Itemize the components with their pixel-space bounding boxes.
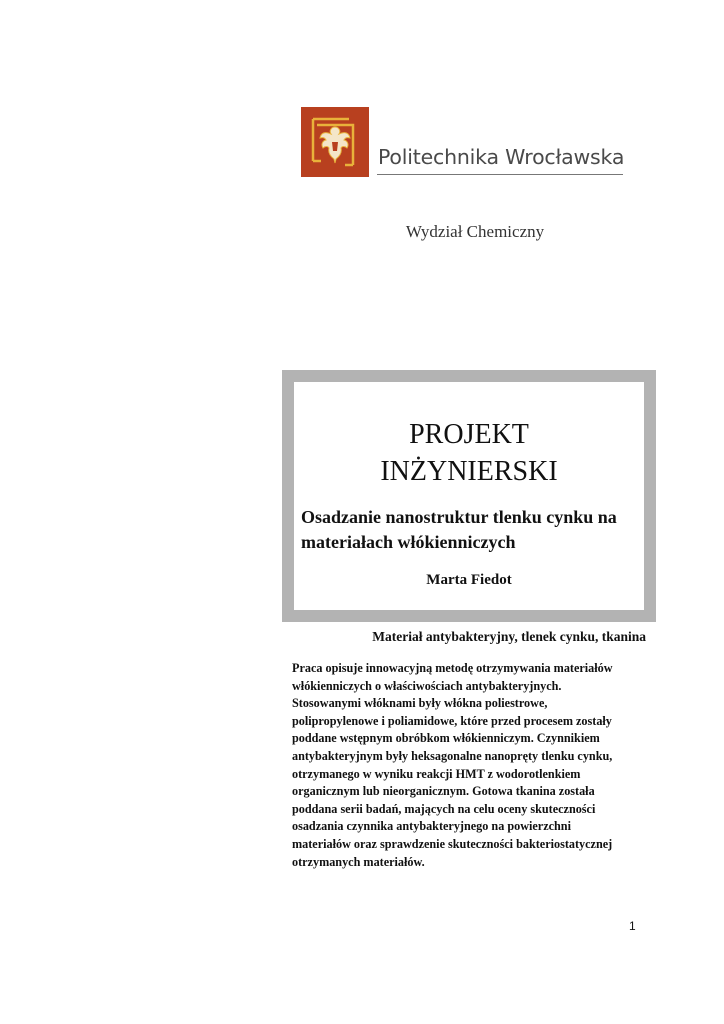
author-name: Marta Fiedot [426,572,512,588]
abstract-line: Stosowanymi włóknami były włókna poliestrowe, [292,696,548,711]
abstract-line: Praca opisuje innowacyjną metodę otrzymywania materiałów [292,661,613,675]
abstract-line: otrzymanych materiałów. [292,854,425,869]
abstract-line: włókienniczych o właściwościach antybakteryjnych. [292,678,562,693]
abstract-line: osadzania czynnika antybakteryjnego na powierzchni [292,819,571,834]
abstract-line: poddana serii badań, mających na celu oceny skuteczności [292,801,596,816]
abstract-line: poddane wstępnym obróbkom włókienniczym. Czynnikiem [292,731,600,746]
abstract-line: organicznym lub nieorganicznym. Gotowa tkanina została [292,784,595,799]
abstract [292,660,652,871]
document-title-line: materiałach włókienniczych [301,532,516,552]
abstract-line: otrzymanego w wyniku reakcji HMT z wodorotlenkiem [292,766,581,781]
university-logo [301,107,623,179]
document-type-line: INŻYNIERSKI [380,456,558,487]
title-box [294,382,644,610]
document-type [294,416,644,490]
logo-underline [377,174,623,175]
university-name: Politechnika Wrocławska [378,145,625,169]
page-number: 1 [629,919,636,933]
keywords: Materiał antybakteryjny, tlenek cynku, tkanina [372,629,646,644]
document-title-line: Osadzanie nanostruktur tlenku cynku na [301,507,617,527]
document-type-line: PROJEKT [409,419,529,450]
faculty-name: Wydział Chemiczny [405,222,545,241]
document-title [301,505,642,555]
abstract-line: antybakteryjnym były heksagonalne nanopręty tlenku cynku, [292,748,613,763]
abstract-line: materiałów oraz sprawdzenie skuteczności bakteriostatycznej [292,836,613,851]
abstract-line: polipropylenowe i poliamidowe, które przed procesem zostały [292,713,612,728]
eagle-emblem-icon [301,107,369,177]
title-frame [282,370,656,622]
